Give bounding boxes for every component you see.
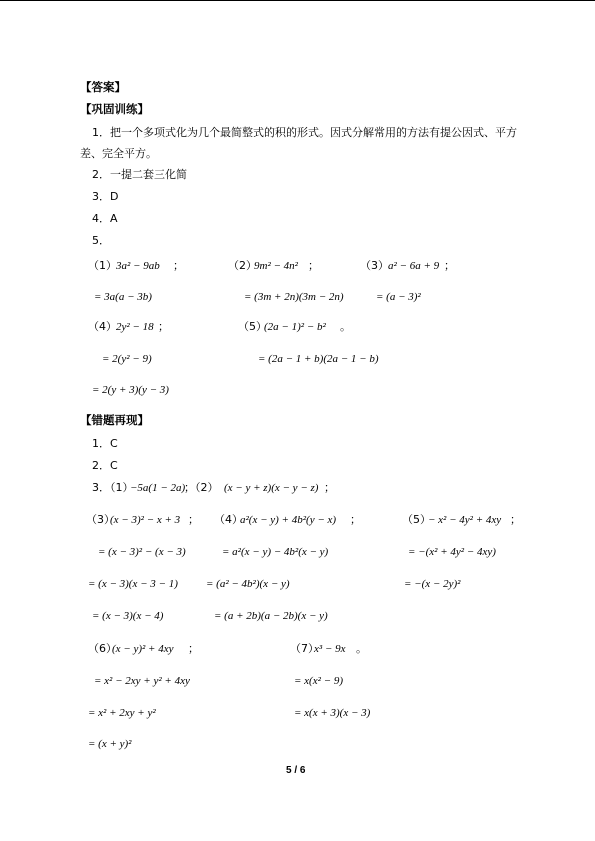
r5-expr: − x² − 4y² + 4xy	[428, 514, 502, 526]
p3-end: ；	[444, 259, 455, 272]
r5-end: ；	[510, 513, 521, 526]
p4-label: （4）	[88, 320, 117, 333]
m-q3-part1: −5a(1 − 2a)	[130, 482, 186, 494]
top-rule	[0, 0, 595, 1]
p5-expr: (2a − 1)² − b²	[264, 321, 326, 333]
m-q3-label: 3．（1）	[92, 481, 134, 494]
r3-step3: = (x − 3)(x − 4)	[92, 610, 164, 622]
r4-expr: a²(x − y) + 4b²(y − x)	[240, 514, 337, 526]
r7-label: （7）	[290, 642, 319, 655]
m-q3-end: ；	[324, 481, 335, 494]
r4-step3: = (a + 2b)(a − 2b)(x − y)	[214, 610, 328, 622]
p4-step1: = 2(y² − 9)	[102, 353, 152, 365]
m-q2: 2．C	[92, 459, 118, 472]
r6-step3: = (x + y)²	[88, 738, 132, 750]
r6-step1: = x² − 2xy + y² + 4xy	[94, 675, 190, 687]
q2-answer: 2．一提二套三化简	[92, 168, 187, 181]
consolidate-heading: 【巩固训练】	[80, 102, 149, 116]
p1-step1: = 3a(a − 3b)	[94, 291, 152, 303]
r7-step2: = x(x + 3)(x − 3)	[294, 707, 371, 719]
p2-expr: 9m² − 4n²	[254, 260, 298, 272]
r6-expr: (x − y)² + 4xy	[112, 643, 174, 655]
r4-step2: = (a² − 4b²)(x − y)	[206, 578, 290, 590]
r7-end: 。	[356, 642, 367, 655]
q3-answer: 3．D	[92, 190, 119, 203]
m-q3-sep: ；（2）	[184, 481, 219, 494]
p5-label: （5）	[238, 320, 267, 333]
q4-answer: 4．A	[92, 212, 118, 225]
p2-end: ；	[308, 259, 319, 272]
r3-step2: = (x − 3)(x − 3 − 1)	[88, 578, 178, 590]
r3-label: （3）	[86, 513, 115, 526]
p1-end: ；	[173, 259, 184, 272]
r7-step1: = x(x² − 9)	[294, 675, 343, 687]
r3-end: ；	[188, 513, 199, 526]
r4-end: ；	[350, 513, 361, 526]
r5-label: （5）	[402, 513, 431, 526]
r5-step1: = −(x² + 4y² − 4xy)	[408, 546, 496, 558]
q1-line2: 差、完全平方。	[80, 147, 157, 160]
p3-expr: a² − 6a + 9	[388, 260, 440, 272]
q1-line1: 1．把一个多项式化为几个最简整式的积的形式。因式分解常用的方法有提公因式、平方	[92, 126, 517, 139]
p4-end: ；	[158, 320, 169, 333]
m-q3-part2: (x − y + z)(x − y − z)	[224, 482, 319, 494]
r5-step2: = −(x − 2y)²	[404, 578, 461, 590]
p4-step2: = 2(y + 3)(y − 3)	[92, 384, 169, 396]
p3-step1: = (a − 3)²	[376, 291, 421, 303]
p1-expr: 3a² − 9ab	[116, 260, 160, 272]
page-number: 5 / 6	[286, 765, 306, 776]
r7-expr: x³ − 9x	[314, 643, 346, 655]
r4-label: （4）	[214, 513, 243, 526]
p5-step1: = (2a − 1 + b)(2a − 1 − b)	[258, 353, 379, 365]
p4-expr: 2y² − 18	[116, 321, 154, 333]
m-q1: 1．C	[92, 437, 118, 450]
r3-step1: = (x − 3)² − (x − 3)	[98, 546, 186, 558]
mistakes-heading: 【错题再现】	[80, 413, 149, 427]
r6-end: ；	[188, 642, 199, 655]
q5-label: 5．	[92, 234, 110, 247]
r6-label: （6）	[88, 642, 117, 655]
p5-end: 。	[340, 320, 351, 333]
r3-expr: (x − 3)² − x + 3	[110, 514, 181, 526]
r6-step2: = x² + 2xy + y²	[88, 707, 156, 719]
p2-step1: = (3m + 2n)(3m − 2n)	[244, 291, 344, 303]
answer-heading: 【答案】	[80, 80, 126, 94]
p2-label: （2）	[228, 259, 257, 272]
p1-label: （1）	[88, 259, 117, 272]
r4-step1: = a²(x − y) − 4b²(x − y)	[222, 546, 329, 558]
p3-label: （3）	[360, 259, 389, 272]
